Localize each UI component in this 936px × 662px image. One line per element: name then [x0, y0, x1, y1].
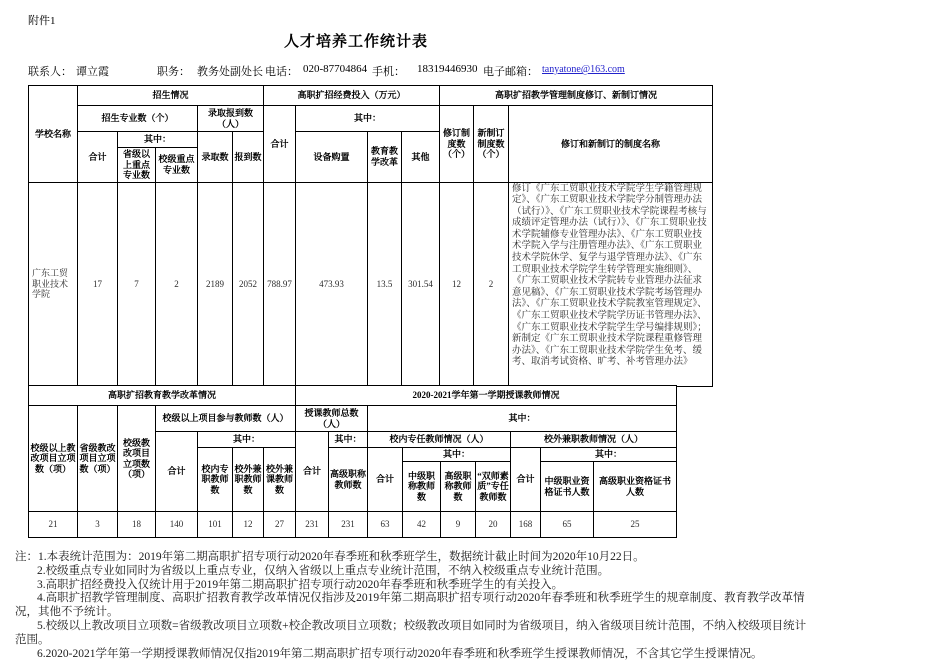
t2-h-reform-section: 高职扩招教育教学改革情况 [29, 386, 296, 406]
t2-h-mid-cert: 中级职业资格证书人数 [541, 462, 594, 512]
contact-position-label: 职务： [157, 66, 190, 78]
t2-cell-inschool-senior: 9 [441, 512, 476, 538]
teaching-reform-table [28, 385, 677, 538]
t1-cell-fund-total: 788.97 [264, 182, 296, 386]
t1-h-majors-among: 其中： [118, 132, 198, 148]
t2-h-participants-among: 其中： [198, 432, 296, 448]
t1-cell-majors-total: 17 [78, 182, 118, 386]
t2-h-mid-title: 中级职称教师数 [403, 462, 441, 512]
t2-h-outschool-section: 校外兼职教师情况（人） [511, 432, 677, 448]
footnote-2: 2.校级重点专业如同时为省级以上重点专业，仅纳入省级以上重点专业统计范围，不纳入校级重点专业统计范围。 [37, 564, 610, 577]
t1-h-equipment: 设备购置 [296, 132, 368, 183]
t2-cell-inschool-total: 63 [368, 512, 403, 538]
t1-h-majors-group: 招生专业数（个） [78, 106, 198, 132]
t1-h-provincial-major: 省级以上重点专业数 [118, 148, 156, 183]
contact-mobile: 18319446930 [417, 63, 478, 75]
t2-h-out-part-count: 校外兼职教师数 [233, 448, 264, 512]
t2-h-senior-cert: 高级职业资格证书人数 [594, 462, 677, 512]
footnote-1: 注：1.本表统计范围为：2019年第二期高职扩招专项行动2020年春季班和秋季班学生，数据统计截止时间为2020年10月22日。 [15, 551, 645, 563]
footnote-4: 4.高职扩招教学管理制度、高职扩招教育教学改革情况仅指涉及2019年第二期高职扩招专项行动2020年春季班和秋季班学生的规章制度、教育教学改革情况，其他不予统计。 [15, 592, 805, 619]
t1-h-edu-reform: 教育教学改革 [368, 132, 402, 183]
t1-h-admit-report-group: 录取报到数（人） [198, 106, 264, 132]
t2-h-proj-above: 校级以上教改项目立项数（项） [29, 406, 78, 512]
contact-mobile-label: 手机： [372, 66, 405, 78]
contact-name-label: 联系人： [28, 66, 72, 78]
footnote-3: 3.高职扩招经费投入仅统计用于2019年第二期高职扩招专项行动2020年春季班和秋季班学生的有关投入。 [37, 578, 564, 591]
t2-data-row [29, 512, 677, 538]
t2-cell-teachers-total: 231 [296, 512, 329, 538]
t2-cell-participants-total: 140 [156, 512, 198, 538]
t2-cell-inschool-mid: 42 [403, 512, 441, 538]
footnotes [15, 551, 815, 661]
t1-cell-revised: 12 [440, 182, 474, 386]
t2-h-teachers-among: 其中： [329, 432, 368, 448]
t1-cell-edu-reform: 13.5 [368, 182, 402, 386]
t1-cell-equipment: 473.93 [296, 182, 368, 386]
t1-h-fund-among: 其中： [296, 106, 440, 132]
t1-h-system-section: 高职扩招教学管理制度修订、新制订情况 [440, 86, 713, 106]
t1-system-names-text: 修订《广东工贸职业技术学院学生学籍管理规定》、《广东工贸职业技术学院学分制管理办法（试行）》、《广东工贸职业技术学院课程考核与成绩评定管理办法（试行）》、《广东工贸职业技术学院辅修专业管理办法》、《广东工贸职业技术学院入学与注册管理办法》、《广东工贸职业技术学院休学、复学与退学管理办法》、《广东工贸职业技术学院学生转学管理实施细则》、《广东工贸职业技术学院转专业管理办法征求意见稿》、《广东工贸职业技术学院考场管理办法》、《广东工贸职业技术学院教室管理规定》、《广东工贸职业技术学院学历证书管理办法》、《广东工贸职业技术学院学生学号编排规则》；新制定《广东工贸职业技术学院课程重修管理办法》、《广东工贸职业技术学院学生免考、缓考、取消考试资格、旷考、补考管理办法》 [512, 183, 707, 368]
t2-h-outschool-among: 其中： [541, 448, 677, 462]
page-title: 人才培养工作统计表 [283, 34, 428, 50]
t1-cell-other: 301.54 [402, 182, 440, 386]
contact-position: 教务处副处长 [197, 66, 263, 78]
t2-h-outschool-total: 合计 [511, 448, 541, 512]
t2-cell-inschool-double: 20 [476, 512, 511, 538]
t2-h-teachers-total-group: 授课教师总数（人） [296, 406, 368, 432]
t1-cell-school-major: 2 [156, 182, 198, 386]
t1-h-other: 其他 [402, 132, 440, 183]
t2-cell-outschool-total: 168 [511, 512, 541, 538]
t2-h-among-right: 其中： [368, 406, 677, 432]
t1-h-system-names: 修订和新制订的制度名称 [509, 106, 713, 183]
t1-h-school-major: 校级重点专业数 [156, 148, 198, 183]
enrollment-statistics-table [28, 85, 713, 387]
t2-h-senior-title: 高级职称教师数 [441, 462, 476, 512]
t1-h-majors-total: 合计 [78, 132, 118, 183]
t2-h-senior-title-count: 高级职称教师数 [329, 448, 368, 512]
t1-cell-report: 2052 [233, 182, 264, 386]
t2-cell-outschool-seniorcert: 25 [594, 512, 677, 538]
t1-h-admit-count: 录取数 [198, 132, 233, 183]
t1-h-revised-count: 修订制度数（个） [440, 106, 474, 183]
t2-cell-proj-above: 21 [29, 512, 78, 538]
t2-cell-proj-school: 18 [118, 512, 156, 538]
t2-h-participants-group: 校级以上项目参与教师数（人） [156, 406, 296, 432]
t1-h-school-name: 学校名称 [29, 86, 78, 183]
contact-name: 谭立霞 [76, 66, 109, 78]
contact-email-label: 电子邮箱： [483, 66, 538, 78]
t2-h-in-full-count: 校内专职教师数 [198, 448, 233, 512]
contact-phone: 020-87704864 [303, 63, 368, 75]
contact-email-link[interactable]: tanyatone@163.com [542, 64, 625, 75]
t2-h-proj-provincial: 省级教改项目立项数（项） [78, 406, 118, 512]
t2-cell-outschool-midcert: 65 [541, 512, 594, 538]
t2-cell-teachers-senior: 231 [329, 512, 368, 538]
t2-h-inschool-total: 合计 [368, 448, 403, 512]
t2-h-semester-section: 2020-2021学年第一学期授课教师情况 [296, 386, 677, 406]
t2-h-proj-school: 校级教改项目立项数（项） [118, 406, 156, 512]
t2-h-teachers-total: 合计 [296, 432, 329, 512]
contact-phone-label: 电话： [265, 66, 298, 78]
t1-cell-newly: 2 [474, 182, 509, 386]
footnote-6: 6.2020-2021学年第一学期授课教师情况仅指2019年第二期高职扩招专项行动2020年春季班和秋季班学生授课教师情况，不含其它学生授课情况。 [37, 647, 763, 660]
t2-h-double-quality: “双师素质”专任教师数 [476, 462, 511, 512]
t2-h-inschool-among: 其中： [403, 448, 511, 462]
t1-cell-school-name: 广东工贸职业技术学院 [29, 182, 78, 386]
t2-cell-out-part: 12 [233, 512, 264, 538]
t1-data-row [29, 182, 713, 386]
t2-cell-proj-provincial: 3 [78, 512, 118, 538]
t1-h-fund-total: 合计 [264, 106, 296, 183]
t2-h-out-course-count: 校外兼课教师数 [264, 448, 296, 512]
t2-cell-out-course: 27 [264, 512, 296, 538]
t1-cell-admit: 2189 [198, 182, 233, 386]
footnote-5: 5.校级以上教改项目立项数=省级教改项目立项数+校企教改项目立项数；校级教改项目如同时为省级项目，纳入省级项目统计范围，不纳入校级项目统计范围。 [15, 619, 807, 646]
t1-h-fund-section: 高职扩招经费投入（万元） [264, 86, 440, 106]
t2-cell-in-full: 101 [198, 512, 233, 538]
t1-h-report-count: 报到数 [233, 132, 264, 183]
t1-cell-system-names [509, 182, 713, 386]
attachment-label: 附件1 [28, 15, 56, 27]
t2-h-inschool-section: 校内专任教师情况（人） [368, 432, 511, 448]
contact-line [0, 63, 936, 78]
t1-h-newly-count: 新制订制度数（个） [474, 106, 509, 183]
t2-h-participants-total: 合计 [156, 432, 198, 512]
t1-h-enroll-section: 招生情况 [78, 86, 264, 106]
t1-cell-provincial-major: 7 [118, 182, 156, 386]
